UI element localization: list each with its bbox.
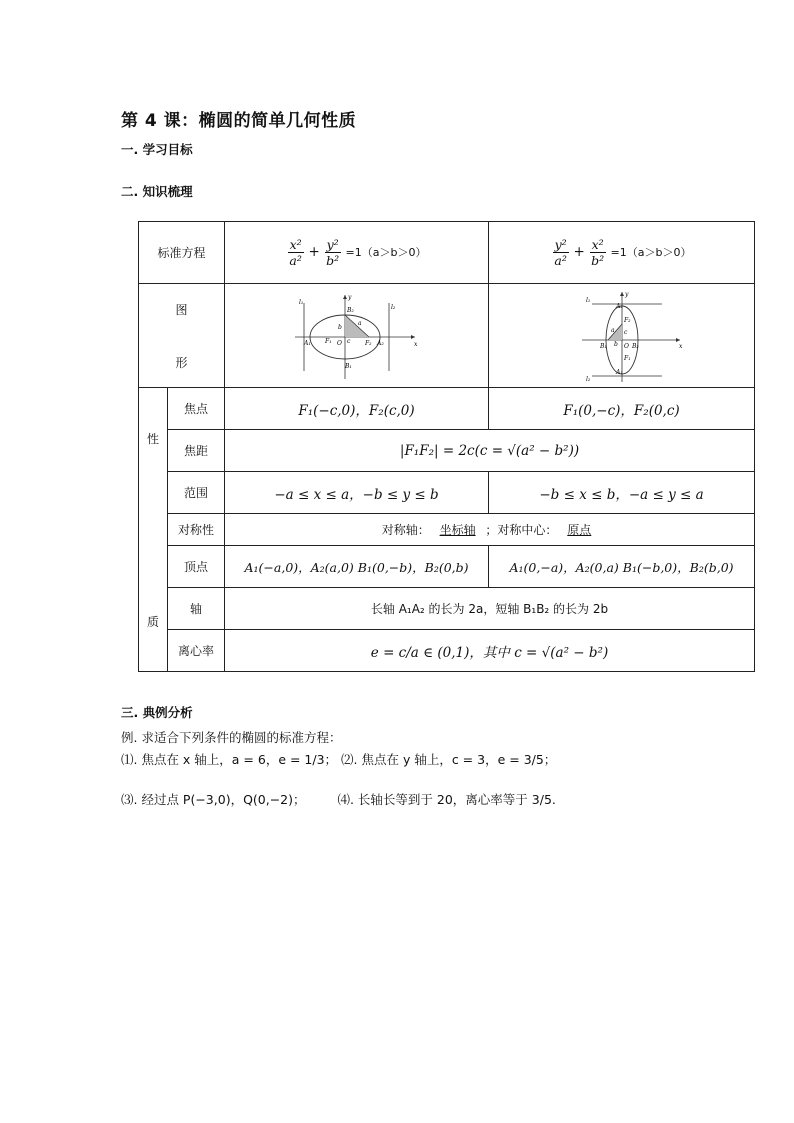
horizontal-ellipse-figure <box>287 291 427 381</box>
svg-text:A₁: A₁ <box>303 339 311 347</box>
frac-y2-b2: $\frac{\text{y²}}{\text{b²}}$ <box>326 237 340 268</box>
example-line-1-2 <box>121 750 556 768</box>
svg-text:B₂: B₂ <box>631 342 639 350</box>
example-intro: 例. 求适合下列条件的椭圆的标准方程： <box>121 730 342 745</box>
label-figure-bottom: 形 <box>175 355 188 370</box>
svg-text:y: y <box>347 293 351 301</box>
symmetry-mid: ；对称中心： <box>485 523 558 537</box>
properties-table <box>138 221 755 672</box>
frac-y2-a2: $\frac{\text{y²}}{\text{a²}}$ <box>554 237 567 268</box>
eccentricity-value: e = c/a ∈ (0,1)，其中 c = √(a² − b²) <box>225 630 755 672</box>
svg-text:b: b <box>337 323 342 331</box>
label-standard-equation: 标准方程 <box>139 222 225 284</box>
row-figure <box>139 284 755 388</box>
svg-text:O: O <box>623 342 629 350</box>
vertical-ellipse-figure <box>552 288 692 384</box>
symmetry-center: 原点 <box>567 523 592 537</box>
svg-text:l₂: l₂ <box>585 375 590 383</box>
equation-horizontal: $\frac{\text{x²}}{\text{a²}}$ + $\frac{\text{y²}}{\text{b²}}$ =1（a＞b＞0） <box>225 222 489 284</box>
symmetry-prefix: 对称轴： <box>381 523 430 537</box>
row-standard-equation <box>139 222 755 284</box>
svg-text:b: b <box>613 340 618 348</box>
svg-text:F₁: F₁ <box>623 354 631 362</box>
condition-horizontal: =1（a＞b＞0） <box>345 246 427 259</box>
label-figure <box>139 284 225 388</box>
svg-text:c: c <box>346 337 350 345</box>
label-focal-distance: 焦距 <box>168 430 225 472</box>
range-horizontal: −a ≤ x ≤ a，−b ≤ y ≤ b <box>225 472 489 514</box>
svg-text:y: y <box>624 290 628 298</box>
svg-text:B₂: B₂ <box>346 306 354 314</box>
symmetry-axis: 坐标轴 <box>439 523 476 537</box>
frac-x2-a2: $\frac{\text{x²}}{\text{a²}}$ <box>289 237 302 268</box>
section-examples: 三. 典例分析 <box>121 705 193 720</box>
row-range <box>139 472 755 514</box>
focal-distance-value: |F₁F₂| = 2c(c = √(a² − b²)) <box>225 430 755 472</box>
condition-vertical: =1（a＞b＞0） <box>610 246 692 259</box>
label-symmetry: 对称性 <box>168 514 225 546</box>
example-part-1: ⑴. 焦点在 x 轴上，a = 6，e = 1/3； <box>121 752 338 767</box>
label-range: 范围 <box>168 472 225 514</box>
equation-vertical: $\frac{\text{y²}}{\text{a²}}$ + $\frac{\text{x²}}{\text{b²}}$ =1（a＞b＞0） <box>489 222 755 284</box>
example-part-3: ⑶. 经过点 P(−3,0)，Q(0,−2)； <box>121 792 306 807</box>
row-focal-distance <box>139 430 755 472</box>
svg-text:A₁: A₁ <box>615 368 623 376</box>
example-part-2: ⑵. 焦点在 y 轴上，c = 3，e = 3/5； <box>341 752 557 767</box>
vertex-vertical: A₁(0,−a)，A₂(0,a) B₁(−b,0)，B₂(b,0) <box>489 546 755 588</box>
focus-vertical: F₁(0,−c)，F₂(0,c) <box>489 388 755 430</box>
svg-text:a: a <box>610 326 615 334</box>
section-learning-goals: 一. 学习目标 <box>121 142 193 157</box>
svg-text:A₂: A₂ <box>615 302 623 310</box>
frac-x2-b2: $\frac{\text{x²}}{\text{b²}}$ <box>591 237 605 268</box>
vertex-horizontal: A₁(−a,0)，A₂(a,0) B₁(0,−b)，B₂(0,b) <box>225 546 489 588</box>
row-eccentricity <box>139 630 755 672</box>
figure-vertical-cell <box>489 284 755 388</box>
section-knowledge: 二. 知识梳理 <box>121 184 193 199</box>
page-title: 第 4 课：椭圆的简单几何性质 <box>121 111 357 131</box>
svg-text:F₂: F₂ <box>623 316 631 324</box>
svg-text:B₁: B₁ <box>599 342 607 350</box>
svg-text:F₁: F₁ <box>324 337 332 345</box>
label-focus: 焦点 <box>168 388 225 430</box>
svg-text:a: a <box>357 319 362 327</box>
svg-text:l₁: l₁ <box>585 296 590 304</box>
range-vertical: −b ≤ x ≤ b，−a ≤ y ≤ a <box>489 472 755 514</box>
svg-text:l₂: l₂ <box>390 303 395 311</box>
example-part-4: ⑷. 长轴长等到于 20，离心率等于 3/5. <box>337 792 556 807</box>
symmetry-value <box>225 514 755 546</box>
label-vertex: 顶点 <box>168 546 225 588</box>
label-properties-top: 性 <box>146 431 159 446</box>
label-properties-bottom: 质 <box>146 614 159 629</box>
svg-text:O: O <box>336 339 342 347</box>
row-focus <box>139 388 755 430</box>
example-line-3-4 <box>121 790 556 808</box>
label-properties-group <box>139 388 168 672</box>
svg-text:c: c <box>623 328 627 336</box>
row-axis <box>139 588 755 630</box>
focus-horizontal: F₁(−c,0)，F₂(c,0) <box>225 388 489 430</box>
svg-text:l₁: l₁ <box>298 298 303 306</box>
row-vertex <box>139 546 755 588</box>
label-axis: 轴 <box>168 588 225 630</box>
svg-text:x: x <box>413 340 417 348</box>
svg-text:B₁: B₁ <box>344 362 352 370</box>
axis-value: 长轴 A₁A₂ 的长为 2a，短轴 B₁B₂ 的长为 2b <box>225 588 755 630</box>
svg-text:x: x <box>678 342 682 350</box>
label-eccentricity: 离心率 <box>168 630 225 672</box>
figure-horizontal-cell <box>225 284 489 388</box>
row-symmetry <box>139 514 755 546</box>
svg-text:A₂: A₂ <box>376 339 384 347</box>
svg-text:F₂: F₂ <box>364 339 372 347</box>
label-figure-top: 图 <box>175 302 188 317</box>
